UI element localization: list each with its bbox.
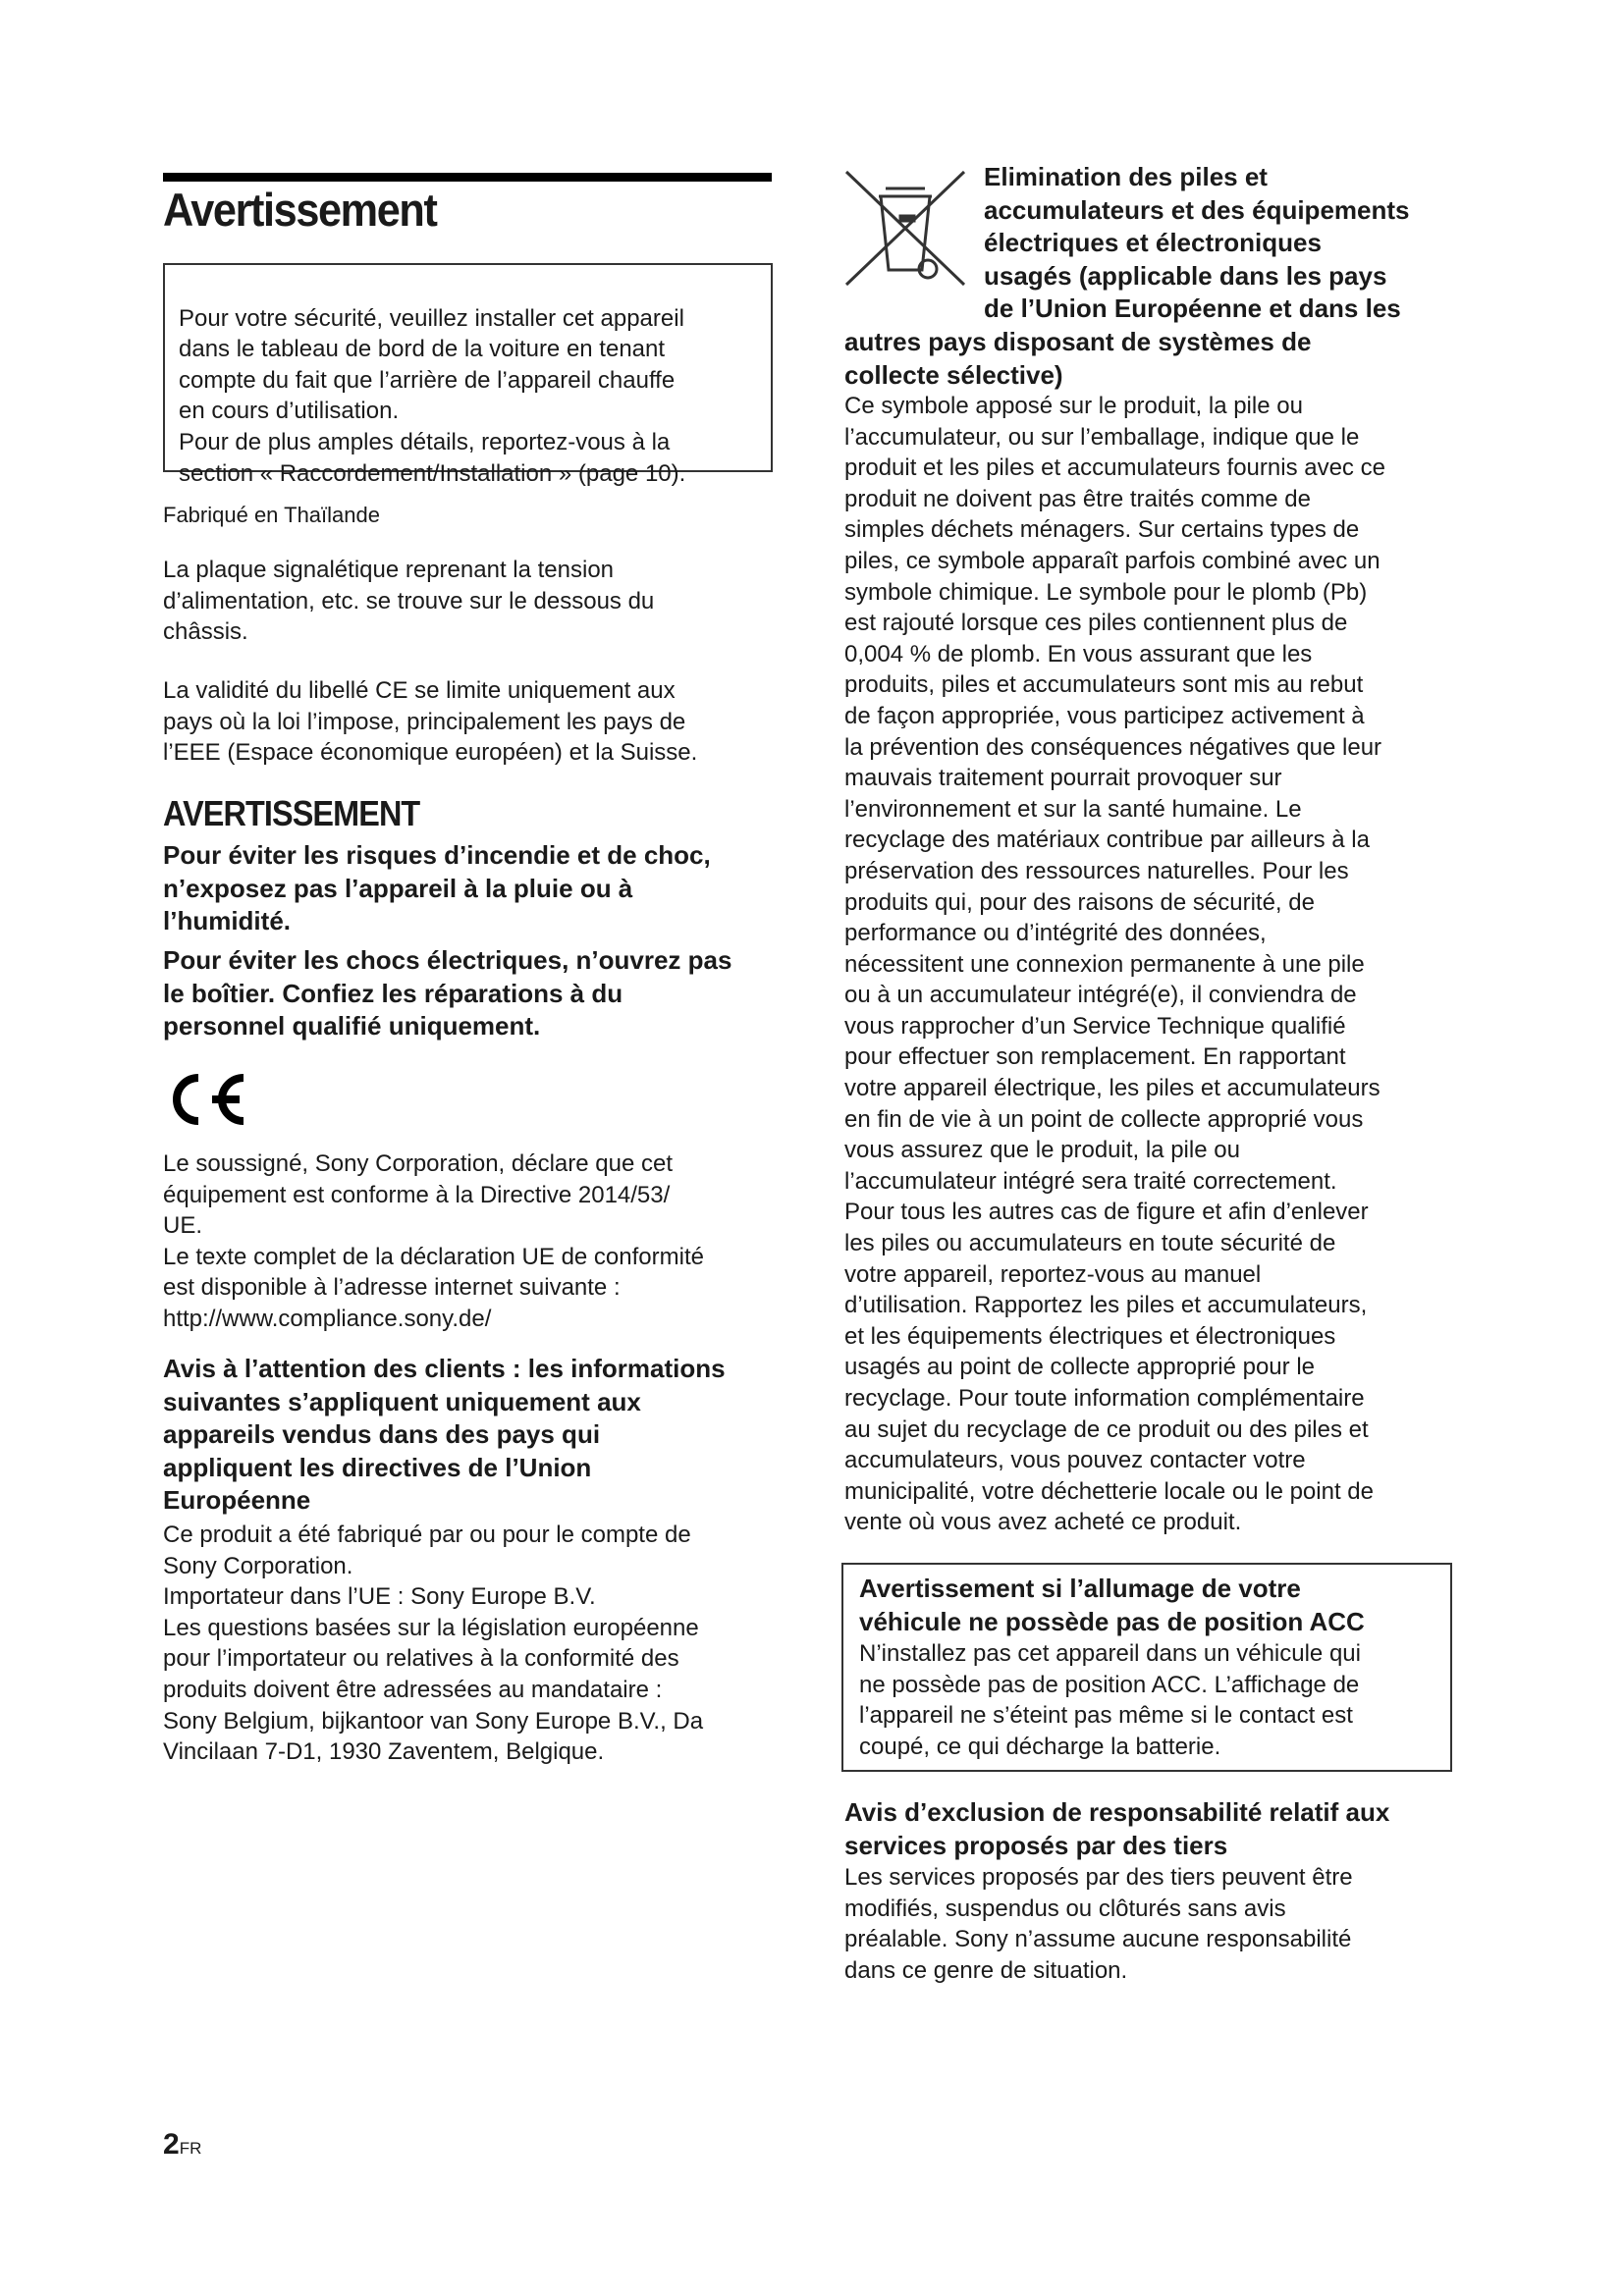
ce-validity-text: La validité du libellé CE se limite uniquement aux pays où la loi l’impose, principalement les pays de l’EEE (Espace économique européen) et la Suisse.	[163, 677, 698, 767]
disposal-heading-bottom: autres pays disposant de systèmes de collecte sélective)	[844, 327, 1312, 390]
safety-notice-box	[163, 263, 773, 487]
eu-notice-heading: Avis à l’attention des clients : les informations suivantes s’appliquent uniquement aux appareils vendus dans des pays qui appliquent les directives de l’Union Européenne	[163, 1354, 726, 1515]
page-number-value: 2	[163, 2128, 180, 2161]
page-number	[163, 2128, 201, 2162]
crossed-bin-icon	[841, 167, 969, 299]
warning-fire: Pour éviter les risques d’incendie et de choc, n’exposez pas l’appareil à la pluie ou à l’humidité.	[163, 840, 711, 935]
acc-warning-box	[841, 1563, 1452, 1772]
declaration-text: Le soussigné, Sony Corporation, déclare que cet équipement est conforme à la Directive 2014/53/ UE. Le texte complet de la déclaration UE de conformité est disponible à l’adresse internet suivante : http://www.compliance.sony.de/	[163, 1150, 704, 1332]
warning-shock: Pour éviter les chocs électriques, n’ouvrez pas le boîtier. Confiez les réparations à du personnel qualifié uniquement.	[163, 945, 732, 1041]
safety-notice-text: Pour votre sécurité, veuillez installer cet appareil dans le tableau de bord de la voiture en tenant compte du fait que l’arrière de l’appareil chauffe en cours d’utilisation. Pour de plus amples détails, reportez-vous à la section « Raccordement/Installation » (page 10).	[179, 304, 686, 487]
heading-rule	[163, 173, 772, 182]
acc-warning-body: N’installez pas cet appareil dans un véhicule qui ne possède pas de position ACC. L’affichage de l’appareil ne s’éteint pas même si le contact est coupé, ce qui décharge la batterie.	[859, 1640, 1361, 1760]
acc-warning-heading: Avertissement si l’allumage de votre véhicule ne possède pas de position ACC	[859, 1574, 1365, 1636]
eu-notice-body: Ce produit a été fabriqué par ou pour le compte de Sony Corporation. Importateur dans l’UE : Sony Europe B.V. Les questions basées sur la législation européenne pour l’importateur ou relatives à la conformité des produits doivent être adressées au mandataire : Sony Belgium, bijkantoor van Sony Europe B.V., Da Vincilaan 7-D1, 1930 Zaventem, Belgique.	[163, 1522, 704, 1766]
ce-mark-icon	[163, 1070, 251, 1134]
disclaimer-body: Les services proposés par des tiers peuvent être modifiés, suspendus ou clôturés sans avis préalable. Sony n’assume aucune responsabilité dans ce genre de situation.	[844, 1864, 1353, 1984]
rating-plate-text: La plaque signalétique reprenant la tension d’alimentation, etc. se trouve sur le dessous du châssis.	[163, 557, 655, 646]
language-code: FR	[179, 2139, 202, 2158]
disposal-body: Ce symbole apposé sur le produit, la pile ou l’accumulateur, ou sur l’emballage, indique que le produit et les piles et accumulateurs fournis avec ce produit ne doivent pas être traités comme de simples déchets ménagers. Sur certains types de piles, ce symbole apparaît parfois combiné avec un symbole chimique. Le symbole pour le plomb (Pb) est rajouté lorsque ces piles contiennent plus de 0,004 % de plomb. En vous assurant que les produits, piles et accumulateurs sont mis au rebut de façon appropriée, vous participez activement à la prévention des conséquences négatives que leur mauvais traitement pourrait provoquer sur l’environnement et sur la santé humaine. Le recyclage des matériaux contribue par ailleurs à la préservation des ressources naturelles. Pour les produits qui, pour des raisons de sécurité, de performance ou d’intégrité des données, nécessitent une connexion permanente à une pile ou à un accumulateur intégré(e), il conviendra de vous rapprocher d’un Service Technique qualifié pour effectuer son remplacement. En rapportant votre appareil électrique, les piles et accumulateurs en fin de vie à un point de collecte approprié vous vous assurez que le produit, la pile ou l’accumulateur intégré sera traité correctement. Pour tous les autres cas de figure et afin d’enlever les piles ou accumulateurs en toute sécurité de votre appareil, reportez-vous au manuel d’utilisation. Rapportez les piles et accumulateurs, et les équipements électriques et électroniques usagés au point de collecte approprié pour le recyclage. Pour toute information complémentaire au sujet du recyclage de ce produit ou des piles et accumulateurs, vous pouvez contacter votre municipalité, votre déchetterie locale ou le point de vente où vous avez acheté ce produit.	[844, 393, 1385, 1536]
made-in-text: Fabriqué en Thaïlande	[163, 503, 380, 527]
disclaimer-heading: Avis d’exclusion de responsabilité relatif aux services proposés par des tiers	[844, 1797, 1390, 1860]
page-title: Avertissement	[163, 184, 437, 236]
disposal-heading-top: Elimination des piles et accumulateurs et des équipements électriques et électroniques usagés (applicable dans les pays de l’Union Européenne et dans les	[984, 162, 1410, 323]
warning-heading: AVERTISSEMENT	[163, 793, 420, 833]
